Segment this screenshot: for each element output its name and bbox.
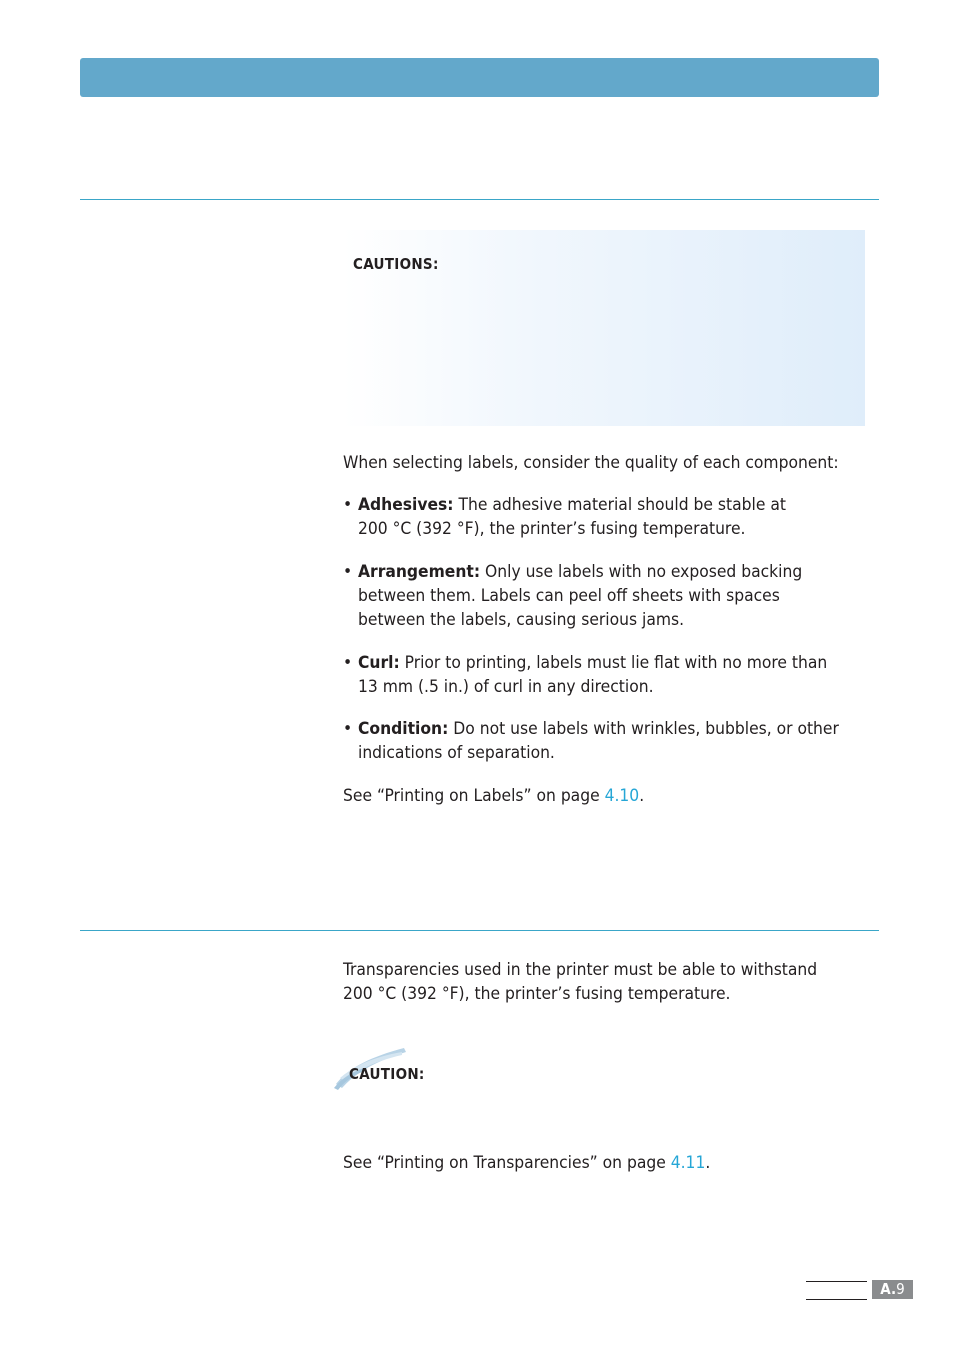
labels-intro: When selecting labels, consider the quality of each component: (343, 453, 839, 473)
bullet-text: 200 °C (392 °F), the printer’s fusing temperature. (358, 519, 746, 539)
transparencies-line: 200 °C (392 °F), the printer’s fusing temperature. (343, 984, 731, 1004)
footer-line-bottom (806, 1299, 867, 1300)
footer-line-top (806, 1281, 867, 1282)
bullet-dot: • (343, 495, 353, 515)
bullet-text: The adhesive material should be stable at (458, 495, 786, 515)
page-link-4-11[interactable]: 4.11 (670, 1153, 706, 1173)
bullet-text: indications of separation. (358, 743, 555, 763)
bullet-adhesives (343, 493, 883, 541)
cautions-title: CAUTIONS: (353, 255, 439, 273)
cautions-box (343, 230, 865, 426)
bullet-term: Condition: (358, 719, 449, 739)
bullet-text: 13 mm (.5 in.) of curl in any direction. (358, 677, 654, 697)
bullet-text: between the labels, causing serious jams. (358, 610, 685, 630)
header-bar (80, 58, 879, 97)
bullet-text: Only use labels with no exposed backing (485, 562, 803, 582)
bullet-curl (343, 651, 883, 699)
see-transparencies-period: . (705, 1153, 711, 1173)
see-labels-period: . (639, 786, 645, 806)
bullet-term: Adhesives: (358, 495, 454, 515)
transparencies-line: Transparencies used in the printer must be able to withstand (343, 960, 818, 980)
bullet-arrangement (343, 560, 883, 632)
see-labels-reference (343, 784, 883, 808)
bullet-term: Curl: (358, 653, 400, 673)
page-number-badge (872, 1280, 913, 1299)
bullet-text: Prior to printing, labels must lie flat with no more than (404, 653, 828, 673)
bullet-text: Do not use labels with wrinkles, bubbles, or other (453, 719, 839, 739)
bullet-text: between them. Labels can peel off sheets with spaces (358, 586, 780, 606)
page-link-4-10[interactable]: 4.10 (604, 786, 640, 806)
see-transparencies-reference (343, 1151, 883, 1175)
see-transparencies-text: See “Printing on Transparencies” on page (343, 1153, 671, 1173)
page-number: 9 (896, 1280, 905, 1298)
bullet-dot: • (343, 653, 353, 673)
page-letter: A. (880, 1280, 897, 1298)
bullet-term: Arrangement: (358, 562, 481, 582)
caution-label: CAUTION: (349, 1065, 425, 1083)
bullet-dot: • (343, 719, 353, 739)
transparencies-intro (343, 958, 883, 1006)
bullet-condition (343, 717, 883, 765)
section-divider-labels (80, 199, 879, 200)
see-labels-text: See “Printing on Labels” on page (343, 786, 605, 806)
section-divider-transparencies (80, 930, 879, 931)
bullet-dot: • (343, 562, 353, 582)
